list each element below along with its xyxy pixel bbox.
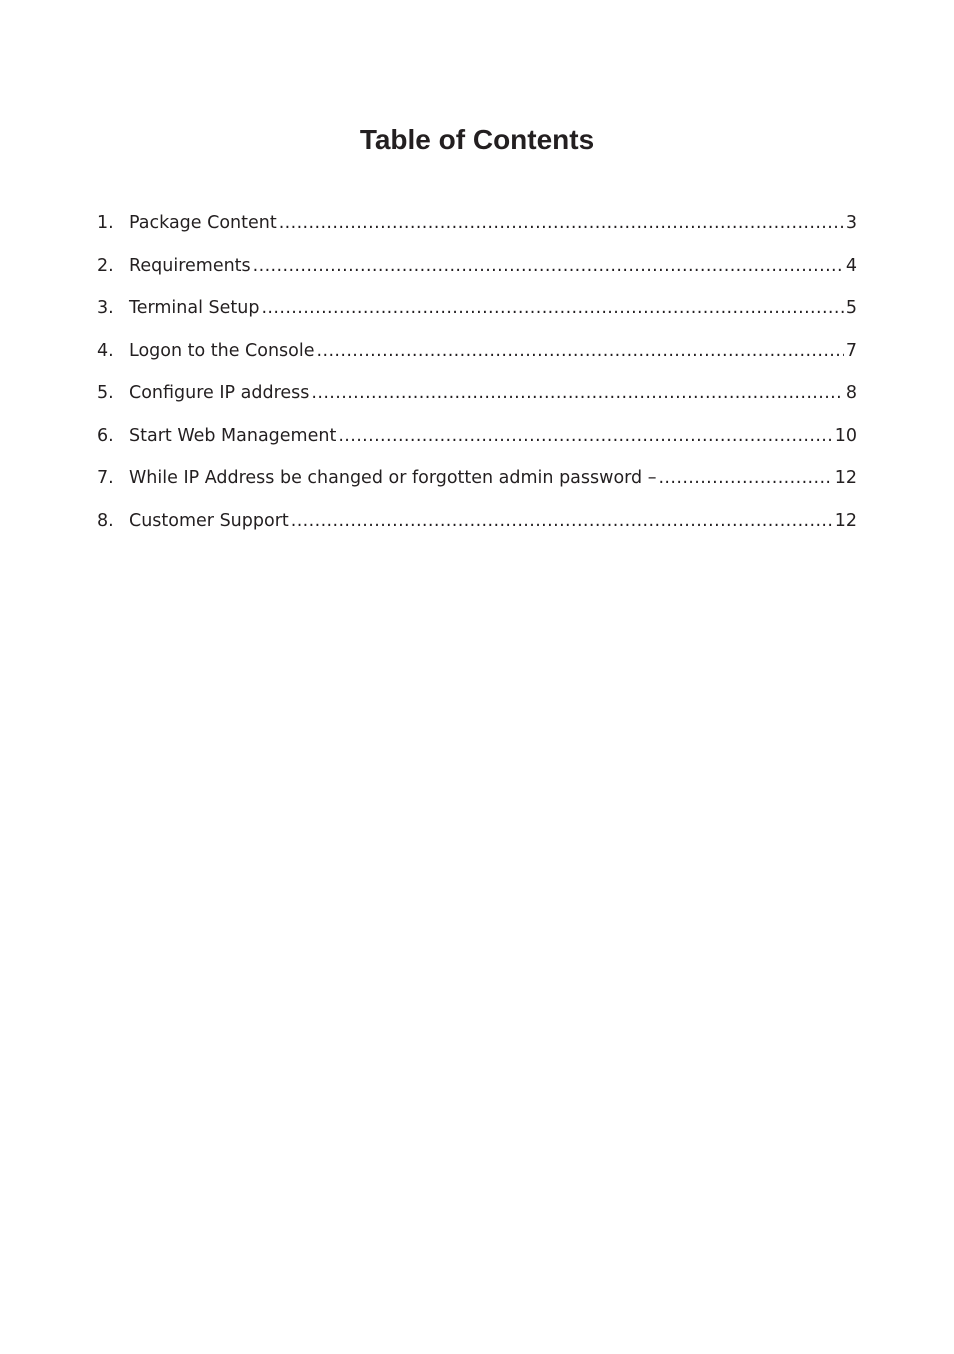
toc-entry-title: Logon to the Console bbox=[129, 340, 315, 361]
toc-entry-number: 3. bbox=[97, 298, 114, 318]
toc-entry-number: 4. bbox=[97, 340, 114, 361]
toc-entry-page: 4 bbox=[845, 255, 857, 276]
dot-leader bbox=[311, 374, 843, 412]
toc-entry-page: 8 bbox=[845, 383, 857, 403]
toc-entry-number: 7. bbox=[97, 468, 114, 488]
toc-entry-configure-ip[interactable] bbox=[97, 374, 857, 417]
toc-entry-title: Requirements bbox=[129, 255, 251, 276]
toc-entry-number: 8. bbox=[97, 510, 114, 531]
dot-leader bbox=[658, 459, 832, 497]
toc-entry-logon-console[interactable] bbox=[97, 332, 857, 375]
toc-entry-ip-address-changed[interactable] bbox=[97, 459, 857, 502]
toc-entry-page: 12 bbox=[834, 510, 857, 531]
toc-entry-web-management[interactable] bbox=[97, 417, 857, 460]
toc-entry-number: 2. bbox=[97, 255, 114, 276]
toc-entry-title: Terminal Setup bbox=[129, 298, 260, 318]
dot-leader bbox=[338, 417, 832, 455]
toc-entry-requirements[interactable] bbox=[97, 247, 857, 290]
toc-entry-customer-support[interactable] bbox=[97, 502, 857, 545]
dot-leader bbox=[261, 289, 843, 327]
toc-entry-title: While IP Address be changed or forgotten admin password – bbox=[129, 468, 657, 488]
dot-leader bbox=[291, 502, 833, 540]
toc-entry-package-content[interactable] bbox=[97, 204, 857, 247]
dot-leader bbox=[279, 204, 844, 242]
table-of-contents bbox=[97, 204, 857, 544]
toc-entry-number: 6. bbox=[97, 425, 114, 446]
toc-entry-number: 5. bbox=[97, 383, 114, 403]
toc-entry-page: 7 bbox=[845, 340, 857, 361]
page-title: Table of Contents bbox=[359, 124, 595, 155]
toc-entry-page: 12 bbox=[834, 468, 857, 488]
toc-entry-title: Customer Support bbox=[129, 510, 289, 531]
toc-entry-title: Start Web Management bbox=[129, 425, 337, 446]
toc-entry-page: 5 bbox=[845, 298, 857, 318]
toc-entry-terminal-setup[interactable] bbox=[97, 289, 857, 332]
toc-entry-number: 1. bbox=[97, 213, 114, 233]
dot-leader bbox=[317, 332, 844, 370]
toc-entry-title: Configure IP address bbox=[129, 383, 310, 403]
toc-entry-page: 10 bbox=[834, 425, 857, 446]
dot-leader bbox=[253, 247, 844, 285]
toc-entry-title: Package Content bbox=[129, 213, 277, 233]
toc-entry-page: 3 bbox=[845, 213, 857, 233]
